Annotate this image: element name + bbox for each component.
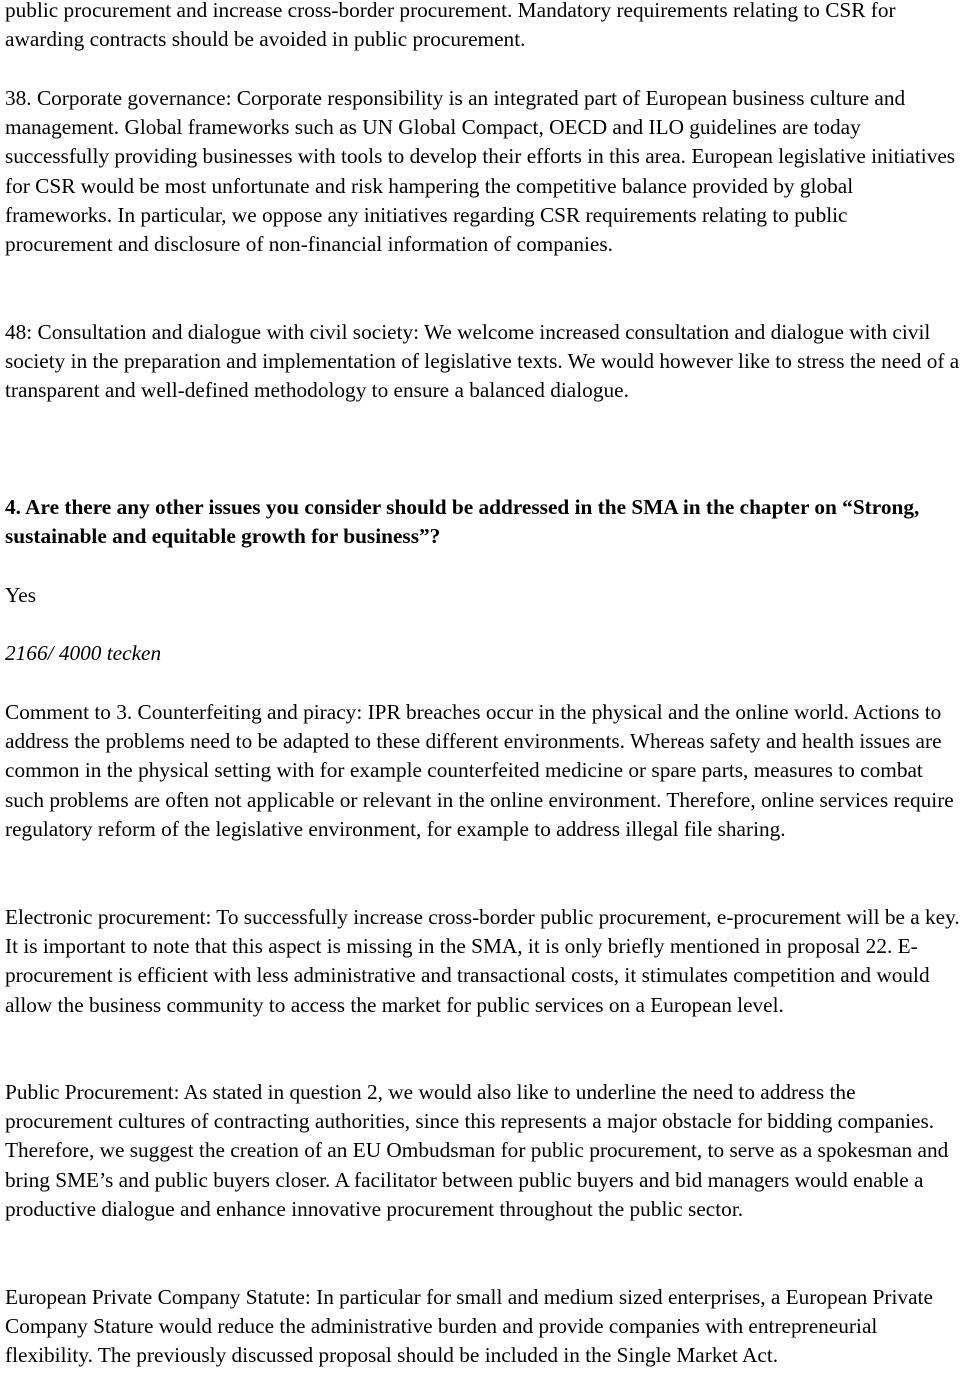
paragraph-counterfeiting-piracy: Comment to 3. Counterfeiting and piracy: IPR breaches occur in the physical and the online world. Actions to address the problems need to be adapted to these different environments. Whereas safety and health issues are common in the physical setting with for example counterfeited medicine or spare parts, measures to combat such problems are often not applicable or relevant in the online environment. Therefore, online services require regulatory reform of the legislative environment, for example to address illegal file sharing. [5,700,954,841]
paragraph-corporate-governance: 38. Corporate governance: Corporate responsibility is an integrated part of European business culture and management. Global frameworks such as UN Global Compact, OECD and ILO guidelines are today successfully providing businesses with tools to develop their efforts in this area. European legislative initiatives for CSR would be most unfortunate and risk hampering the competitive balance provided by global frameworks. In particular, we oppose any initiatives regarding CSR requirements relating to public procurement and disclosure of non-financial information of companies. [5,86,956,257]
paragraph-consultation-dialogue: 48: Consultation and dialogue with civil society: We welcome increased consultation and dialogue with civil society in the preparation and implementation of legislative texts. We would however like to stress the need of a transparent and well-defined methodology to ensure a balanced dialogue. [5,320,960,403]
paragraph-private-company-statute: European Private Company Statute: In particular for small and medium sized enterprises, a European Private Company Stature would reduce the administrative burden and provide companies with entrepreneurial flexibility. The previously discussed proposal should be included in the Single Market Act. [5,1285,933,1368]
paragraph-public-procurement: Public Procurement: As stated in question 2, we would also like to underline the need to address the procurement cultures of contracting authorities, since this represents a major obstacle for bidding companies. Therefore, we suggest the creation of an EU Ombudsman for public procurement, to serve as a spokesman and bring SME’s and public buyers closer. A facilitator between public buyers and bid managers would enable a productive dialogue and enhance innovative procurement throughout the public sector. [5,1080,949,1221]
paragraph-procurement-continuation: public procurement and increase cross-border procurement. Mandatory requirements relating to CSR for awarding contracts should be avoided in public procurement. [5,0,896,52]
question-heading: 4. Are there any other issues you consider should be addressed in the SMA in the chapter on “Strong, sustainable and equitable growth for business”? [5,495,920,549]
answer-value: Yes [5,583,36,607]
character-count: 2166/ 4000 tecken [5,641,162,665]
paragraph-electronic-procurement: Electronic procurement: To successfully increase cross-border public procurement, e-procurement will be a key. It is important to note that this aspect is missing in the SMA, it is only briefly mentioned in proposal 22. E-procurement is efficient with less administrative and transactional costs, it stimulates competition and would allow the business community to access the market for public services on a European level. [5,905,960,1017]
